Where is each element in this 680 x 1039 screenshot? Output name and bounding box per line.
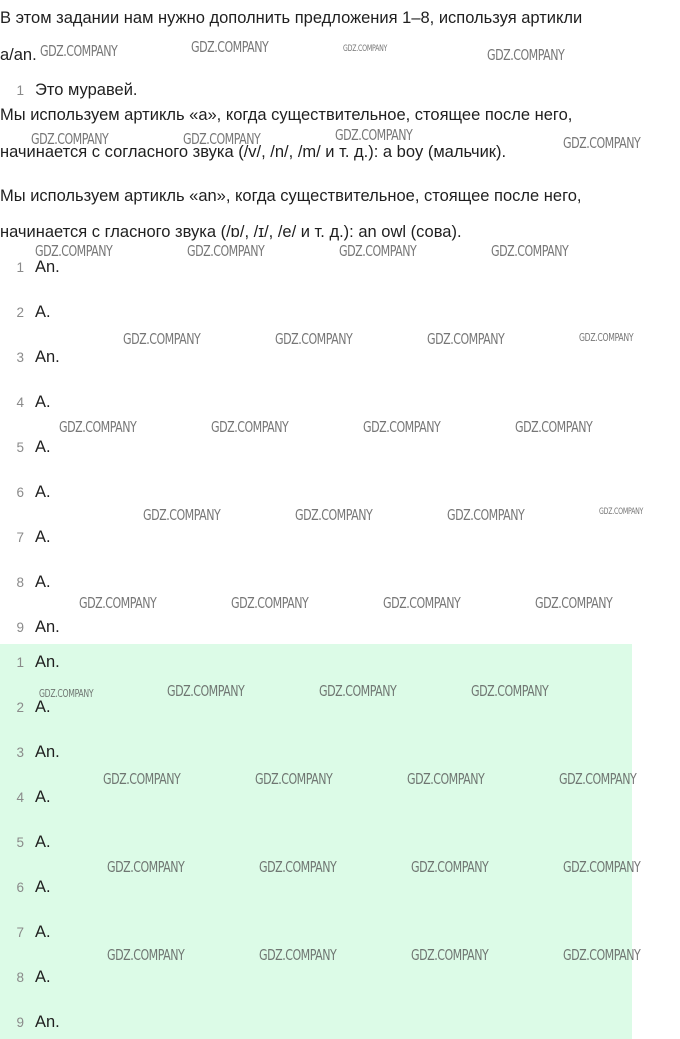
answer-text: A. [35,787,51,806]
watermark: GDZ.COMPANY [383,594,461,612]
highlighted-answer-row [0,649,60,675]
watermark: GDZ.COMPANY [579,332,634,344]
watermark: GDZ.COMPANY [339,242,417,260]
watermark: GDZ.COMPANY [59,418,137,436]
highlighted-answer-row [0,784,51,810]
watermark: GDZ.COMPANY [363,418,441,436]
answer-highlight-panel [0,644,632,1039]
watermark: GDZ.COMPANY [275,330,353,348]
watermark: GDZ.COMPANY [427,330,505,348]
watermark: GDZ.COMPANY [515,418,593,436]
watermark: GDZ.COMPANY [471,682,549,700]
answer-number: 1 [16,259,24,275]
highlighted-answer-row [0,739,60,765]
answer-text: An. [35,652,60,671]
answer-row [0,479,51,505]
answer-number: 3 [16,744,24,760]
watermark: GDZ.COMPANY [35,242,113,260]
answer-number: 7 [16,924,24,940]
watermark: GDZ.COMPANY [259,946,337,964]
watermark: GDZ.COMPANY [487,46,565,64]
answer-number: 9 [16,619,24,635]
watermark: GDZ.COMPANY [335,126,413,144]
answer-text: An. [35,617,60,636]
watermark: GDZ.COMPANY [211,418,289,436]
watermark: GDZ.COMPANY [255,770,333,788]
watermark: GDZ.COMPANY [295,506,373,524]
watermark: GDZ.COMPANY [167,682,245,700]
answer-number: 6 [16,879,24,895]
answer-text: A. [35,392,51,411]
intro-line-2: a/an. [0,46,37,64]
answer-number: 8 [16,969,24,985]
answer-text: A. [35,572,51,591]
answer-number: 6 [16,484,24,500]
answer-number: 3 [16,349,24,365]
answer-number: 4 [16,789,24,805]
answer-text: A. [35,922,51,941]
answer-text: A. [35,437,51,456]
watermark: GDZ.COMPANY [447,506,525,524]
answer-number: 5 [16,439,24,455]
watermark: GDZ.COMPANY [563,946,641,964]
intro-line-1: В этом задании нам нужно дополнить предложения 1–8, используя артикли [0,9,583,27]
watermark: GDZ.COMPANY [183,130,261,148]
answer-row [0,299,51,325]
answer-text: An. [35,347,60,366]
watermark: GDZ.COMPANY [259,858,337,876]
answer-number: 4 [16,394,24,410]
rule-an-line-2: начинается с гласного звука (/ɒ/, /ɪ/, /e/ и т. д.): an owl (сова). [0,223,462,241]
answer-row [0,389,51,415]
watermark: GDZ.COMPANY [107,858,185,876]
answer-number: 8 [16,574,24,590]
answer-row [0,434,51,460]
watermark: GDZ.COMPANY [39,688,94,700]
watermark: GDZ.COMPANY [491,242,569,260]
answer-text: A. [35,482,51,501]
rule-a-line-2: начинается с согласного звука (/v/, /n/, /m/ и т. д.): a boy (мальчик). [0,143,507,161]
watermark: GDZ.COMPANY [407,770,485,788]
watermark: GDZ.COMPANY [559,770,637,788]
answer-row [0,524,51,550]
answer-text: A. [35,877,51,896]
answer-text: A. [35,697,51,716]
watermark: GDZ.COMPANY [411,858,489,876]
rule-an-line-1: Мы используем артикль «an», когда существительное, стоящее после него, [0,187,582,205]
watermark: GDZ.COMPANY [563,858,641,876]
watermark: GDZ.COMPANY [231,594,309,612]
rule-a-line-1: Мы используем артикль «a», когда существительное, стоящее после него, [0,106,573,124]
watermark: GDZ.COMPANY [31,130,109,148]
answer-row [0,569,51,595]
answer-row [0,614,60,640]
answer-number: 5 [16,834,24,850]
highlighted-answer-row [0,874,51,900]
answer-text: An. [35,257,60,276]
watermark: GDZ.COMPANY [343,44,388,54]
highlighted-answer-row [0,964,51,990]
answer-text: A. [35,527,51,546]
answer-number: 2 [16,699,24,715]
watermark: GDZ.COMPANY [191,38,269,56]
answer-text: A. [35,302,51,321]
highlighted-answer-row [0,919,51,945]
answer-text: An. [35,742,60,761]
watermark: GDZ.COMPANY [103,770,181,788]
highlighted-answer-row [0,1009,60,1035]
watermark: GDZ.COMPANY [79,594,157,612]
watermark: GDZ.COMPANY [411,946,489,964]
answer-text: A. [35,832,51,851]
watermark: GDZ.COMPANY [563,134,641,152]
watermark: GDZ.COMPANY [123,330,201,348]
example-number: 1 [16,82,24,98]
highlighted-answer-row [0,829,51,855]
answer-number: 1 [16,654,24,670]
answer-text: A. [35,967,51,986]
answer-number: 9 [16,1014,24,1030]
watermark: GDZ.COMPANY [599,507,644,517]
watermark: GDZ.COMPANY [143,506,221,524]
answer-number: 2 [16,304,24,320]
answer-number: 7 [16,529,24,545]
watermark: GDZ.COMPANY [107,946,185,964]
watermark: GDZ.COMPANY [319,682,397,700]
watermark: GDZ.COMPANY [187,242,265,260]
answer-row [0,344,60,370]
answer-text: An. [35,1012,60,1031]
watermark: GDZ.COMPANY [40,42,118,60]
watermark: GDZ.COMPANY [535,594,613,612]
example-text: Это муравей. [35,80,138,99]
